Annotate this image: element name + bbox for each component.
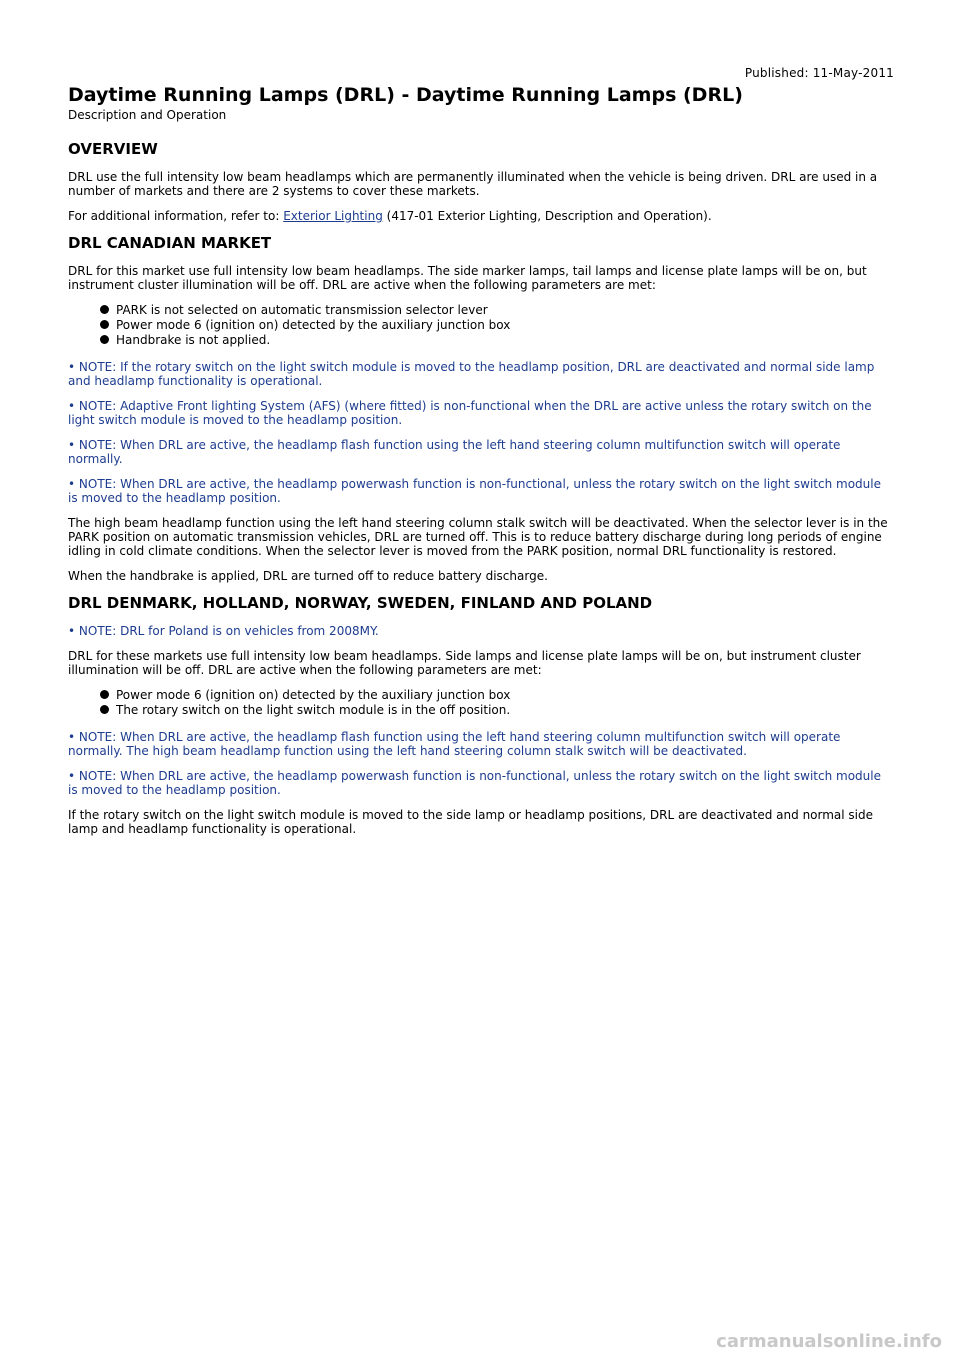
- canadian-parameter-list: [100, 303, 894, 348]
- nordic-heading: DRL DENMARK, HOLLAND, NORWAY, SWEDEN, FINLAND AND POLAND: [68, 594, 653, 612]
- note-text: • NOTE: When DRL are active, the headlamp flash function using the left hand steering column multifunction switch will operate normally.: [68, 438, 841, 466]
- exterior-lighting-link[interactable]: Exterior Lighting: [283, 209, 383, 223]
- note-text: • NOTE: DRL for Poland is on vehicles from 2008MY.: [68, 624, 379, 638]
- note-text: • NOTE: Adaptive Front lighting System (AFS) (where fitted) is non-functional when the DRL are active unless the rotary switch on the light switch module is moved to the headlamp position.: [68, 399, 872, 427]
- nordic-parameter-list: [100, 688, 894, 718]
- canadian-heading: DRL CANADIAN MARKET: [68, 234, 272, 252]
- overview-section: [68, 140, 894, 223]
- note-text: • NOTE: When DRL are active, the headlamp flash function using the left hand steering column multifunction switch will operate normally. The high beam headlamp function using the left hand steering column stalk switch will be deactivated.: [68, 730, 841, 758]
- list-item: Handbrake is not applied.: [100, 333, 894, 348]
- reference-paragraph: [68, 209, 894, 223]
- published-date: Published: 11-May-2011: [744, 66, 894, 80]
- page-title: Daytime Running Lamps (DRL) - Daytime Running Lamps (DRL): [68, 84, 743, 106]
- list-item: Power mode 6 (ignition on) detected by the auxiliary junction box: [100, 318, 894, 333]
- watermark: carmanualsonline.info: [716, 1331, 942, 1352]
- note-text: • NOTE: If the rotary switch on the light switch module is moved to the headlamp position, DRL are deactivated and normal side lamp and headlamp functionality is operational.: [68, 360, 875, 388]
- page-subtitle: Description and Operation: [68, 108, 227, 122]
- canadian-paragraph: DRL for this market use full intensity low beam headlamps. The side marker lamps, tail lamps and license plate lamps will be on, but instrument cluster illumination will be off. DRL are active when the following parameters are met:: [68, 264, 867, 292]
- list-item: The rotary switch on the light switch module is in the off position.: [100, 703, 894, 718]
- overview-heading: OVERVIEW: [68, 140, 158, 158]
- note-text: • NOTE: When DRL are active, the headlamp powerwash function is non-functional, unless the rotary switch on the light switch module is moved to the headlamp position.: [68, 477, 881, 505]
- document-page: [68, 64, 894, 847]
- high-beam-paragraph: The high beam headlamp function using the left hand steering column stalk switch will be deactivated. When the selector lever is in the PARK position on automatic transmission vehicles, DRL are turned off. This is to reduce battery discharge during long periods of engine idling in cold climate conditions. When the selector lever is moved from the PARK position, normal DRL functionality is restored.: [68, 516, 888, 558]
- nordic-paragraph: DRL for these markets use full intensity low beam headlamps. Side lamps and license plate lamps will be on, but instrument cluster illumination will be off. DRL are active when the following parameters are met:: [68, 649, 861, 677]
- rotary-switch-paragraph: If the rotary switch on the light switch module is moved to the side lamp or headlamp positions, DRL are deactivated and normal side lamp and headlamp functionality is operational.: [68, 808, 874, 836]
- handbrake-paragraph: When the handbrake is applied, DRL are turned off to reduce battery discharge.: [68, 569, 548, 583]
- reference-prefix: For additional information, refer to:: [68, 209, 284, 223]
- nordic-market-section: [68, 594, 894, 836]
- note-text: • NOTE: When DRL are active, the headlamp powerwash function is non-functional, unless the rotary switch on the light switch module is moved to the headlamp position.: [68, 769, 881, 797]
- list-item: Power mode 6 (ignition on) detected by the auxiliary junction box: [100, 688, 894, 703]
- reference-suffix: (417-01 Exterior Lighting, Description and Operation).: [382, 209, 712, 223]
- canadian-market-section: [68, 234, 894, 583]
- list-item: PARK is not selected on automatic transmission selector lever: [100, 303, 894, 318]
- overview-paragraph: DRL use the full intensity low beam headlamps which are permanently illuminated when the vehicle is being driven. DRL are used in a number of markets and there are 2 systems to cover these markets.: [68, 170, 878, 198]
